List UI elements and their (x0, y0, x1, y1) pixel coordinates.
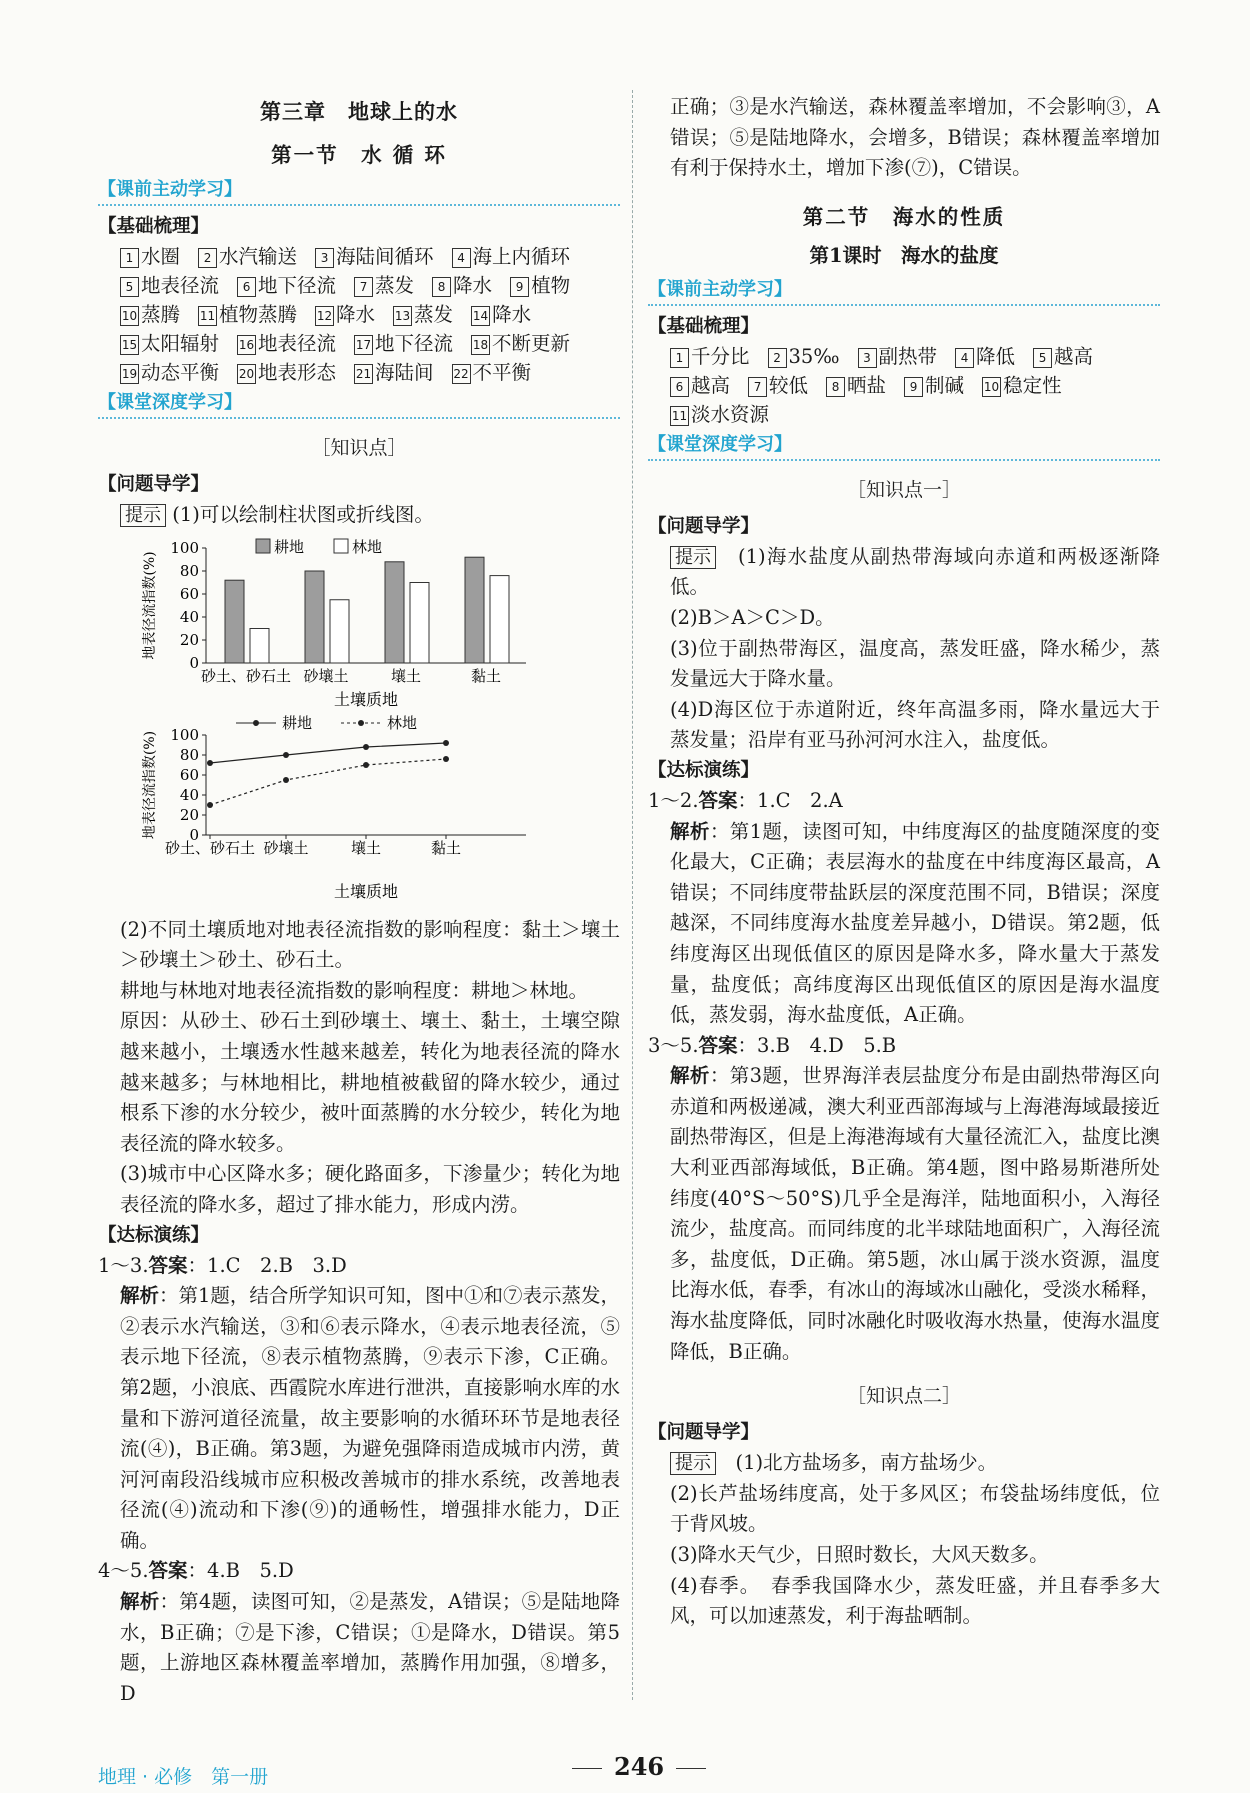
lesson-title: 第1课时 海水的盐度 (809, 243, 999, 267)
item-number-box: 5 (120, 277, 139, 297)
band-pre-class: 【课前主动学习】 (98, 178, 620, 206)
item-text: 蒸腾 (141, 303, 181, 326)
item-text: 越高 (691, 373, 731, 397)
question-guide-answers-2 (648, 542, 1160, 756)
answer-label: 答案 (148, 1559, 188, 1583)
point-forest (363, 762, 369, 768)
item-number-box: 10 (120, 306, 139, 326)
knowledge-point-heading: ［知识点］ (311, 437, 407, 459)
basic-sort-r-item (826, 374, 886, 397)
right-column (648, 92, 1160, 1632)
item-number-box: 14 (471, 306, 490, 326)
paragraph (98, 1159, 620, 1220)
item-text: 地下径流 (375, 332, 454, 355)
y-axis-title: 地表径流指数(%) (142, 550, 158, 660)
y-tick-label: 60 (179, 584, 199, 603)
item-text: 太阳辐射 (141, 332, 220, 355)
basic-sort-r-row (648, 342, 1160, 371)
y-tick-label: 80 (179, 561, 199, 580)
basic-sort-item (471, 303, 531, 326)
basic-sort-r-item (670, 403, 769, 426)
knowledge-point-1-heading: ［知识点一］ (846, 478, 961, 501)
paragraph-text: 耕地与林地对地表径流指数的影响程度：耕地＞林地。 (120, 978, 589, 1002)
item-number-box: 10 (982, 377, 1001, 397)
answer-range: 3～5. (648, 1033, 699, 1057)
item-number-box: 21 (354, 364, 373, 384)
analysis-label: 解析 (670, 819, 710, 843)
tip-label: 提示 (120, 504, 166, 527)
item-text: 地表形态 (258, 361, 337, 384)
answer-range: 1～3. (98, 1253, 149, 1277)
basic-sort-row (98, 242, 620, 271)
band-in-class: 【课堂深度学习】 (98, 391, 620, 419)
item-text: 晒盐 (847, 373, 887, 397)
paragraph-text: (2)B＞A＞C＞D。 (670, 605, 835, 629)
paragraph-text: (1)北方盐场多，南方盐场少。 (735, 1451, 998, 1475)
item-text: 副热带 (878, 344, 938, 368)
answer-value: ：3.B 4.D 5.B (737, 1033, 897, 1057)
item-number-box: 11 (670, 406, 689, 426)
item-number-box: 2 (768, 348, 787, 368)
bar-cultivated (225, 580, 244, 663)
basic-sort-item (471, 332, 570, 355)
paragraph (648, 634, 1160, 695)
basic-sort-heading: 【基础梳理】 (98, 216, 210, 237)
basic-sort-r-item (768, 345, 840, 368)
item-text: 稳定性 (1003, 373, 1062, 397)
basic-sort-r-row (648, 371, 1160, 400)
basic-sort-item (315, 303, 375, 326)
knowledge-point-2-heading: ［知识点二］ (846, 1385, 961, 1408)
item-number-box: 6 (670, 377, 689, 397)
basic-sort-item (354, 274, 414, 297)
basic-sort-r-item (1033, 345, 1093, 368)
analysis-block-2 (98, 1587, 620, 1709)
basic-sort-r-item (955, 345, 1015, 368)
item-number-box: 13 (393, 306, 412, 326)
item-number-box: 4 (452, 248, 471, 268)
item-number-box: 3 (315, 248, 334, 268)
analysis-text: ：第1题，读图可知，中纬度海区的盐度随深度的变化最大，C正确；表层海水的盐度在中纬度海区最高，A错误；不同纬度带盐跃层的深度范围不同，B错误；深度越深，不同纬度海水盐度差异越小，D错误。第2题，低纬度海区出现低值区的原因是降水多，降水量大于蒸发量，盐度低；高纬度海区出现低值区的原因是海水温度低，蒸发弱，海水盐度低，A正确。 (670, 819, 1160, 1027)
question-guide-answers (98, 915, 620, 1221)
item-text: 植物 (531, 274, 571, 297)
answer-value: ：1.C 2.B 3.D (187, 1253, 347, 1277)
bar-cultivated (385, 561, 404, 662)
item-number-box: 9 (904, 377, 923, 397)
y-tick-label: 20 (179, 630, 199, 649)
paragraph (648, 1479, 1160, 1540)
item-text: 地下径流 (258, 274, 337, 297)
basic-sort-item (452, 245, 571, 268)
paragraph-text: (2)不同土壤质地对地表径流指数的影响程度：黏土＞壤土＞砂壤土＞砂土、砂石土。 (120, 917, 620, 972)
analysis-label: 解析 (120, 1590, 160, 1614)
basic-sort-item (237, 361, 336, 384)
question-guide-heading: 【问题导学】 (98, 474, 210, 495)
x-tick-label: 砂土、砂石土 (164, 838, 256, 857)
point-forest (207, 802, 213, 808)
tip-label: 提示 (670, 1452, 716, 1475)
item-text: 动态平衡 (141, 361, 220, 384)
basic-sort-r-item (748, 374, 808, 397)
question-guide-heading-2: 【问题导学】 (648, 515, 760, 537)
item-number-box: 7 (748, 377, 767, 397)
basic-sort-r-item (670, 374, 730, 397)
item-text: 制碱 (925, 373, 965, 397)
band-pre-class-2: 【课前主动学习】 (648, 278, 1160, 306)
bar-forest (330, 599, 349, 662)
basic-sort-r-item (670, 345, 750, 368)
item-number-box: 6 (237, 277, 256, 297)
x-axis-title: 土壤质地 (333, 689, 399, 709)
basic-sort-item (393, 303, 453, 326)
basic-sort-list (98, 242, 620, 387)
paragraph (648, 1571, 1160, 1632)
basic-sort-item (510, 274, 570, 297)
item-text: 地表径流 (258, 332, 337, 355)
x-tick-label: 黏土 (430, 838, 462, 857)
item-number-box: 18 (471, 335, 490, 355)
item-number-box: 15 (120, 335, 139, 355)
paragraph-text: (1)海水盐度从副热带海域向赤道和两极逐渐降低。 (670, 544, 1160, 599)
answer-block-1 (98, 1251, 620, 1282)
item-number-box: 9 (510, 277, 529, 297)
item-text: 不平衡 (472, 361, 532, 384)
point-cultivated (207, 760, 213, 766)
bar-forest (250, 628, 269, 663)
chapter-title: 第三章 地球上的水 (260, 99, 458, 124)
basic-sort-r-item (904, 374, 964, 397)
basic-sort-item (354, 361, 434, 384)
item-text: 35‰ (788, 344, 840, 368)
x-tick-label: 砂壤土 (303, 666, 349, 685)
paragraph-text: (4)D海区位于赤道附近，终年高温多雨，降水量远大于蒸发量；沿岸有亚马孙河河水注入，盐度低。 (670, 697, 1160, 752)
item-text: 蒸发 (414, 303, 454, 326)
paragraph (648, 542, 1160, 603)
answer-label: 答案 (148, 1253, 188, 1277)
analysis-block-1 (98, 1281, 620, 1556)
item-text: 淡水资源 (691, 402, 770, 426)
basic-sort-item (120, 332, 219, 355)
analysis-text: ：第1题，结合所学知识可知，图中①和⑦表示蒸发，②表示水汽输送，③和⑥表示降水，④表示地表径流，⑤表示地下径流，⑧表示植物蒸腾，⑨表示下渗，C正确。第2题，小浪底、西霞院水库进行泄洪，直接影响水库的水量和下游河道径流量，故主要影响的水循环环节是地表径流(④)，B正确。第3题，为避免强降雨造成城市内涝，黄河河南段沿线城市应积极改善城市的排水系统，改善地表径流(④)流动和下渗(⑨)的通畅性，增强排水能力，D正确。 (120, 1284, 620, 1552)
item-number-box: 8 (432, 277, 451, 297)
basic-sort-row (98, 271, 620, 300)
answer-block-r1 (648, 786, 1160, 817)
item-number-box: 5 (1033, 348, 1052, 368)
bar-chart (136, 533, 536, 713)
basic-sort-list-2 (648, 342, 1160, 429)
basic-sort-r-item (858, 345, 938, 368)
answer-block-r2 (648, 1031, 1160, 1062)
item-text: 千分比 (691, 344, 750, 368)
bar-forest (490, 575, 509, 662)
y-tick-label: 20 (179, 805, 199, 824)
answer-label: 答案 (698, 1033, 738, 1057)
item-number-box: 11 (198, 306, 217, 326)
item-text: 越高 (1054, 344, 1094, 368)
y-tick-label: 80 (179, 745, 199, 764)
point-cultivated (363, 744, 369, 750)
point-cultivated (283, 752, 289, 758)
bar-cultivated (465, 557, 484, 663)
analysis-text: ：第3题，世界海洋表层盐度分布是由副热带海区向赤道和两极递减，澳大利亚西部海域与上海港海域最接近副热带海区，但是上海港海域有大量径流汇入，盐度比澳大利亚西部海域低，B正确。第4题，图中路易斯港所处纬度(40°S～50°S)几乎全是海洋，陆地面积小，入海径流少，盐度高。而同纬度的北半球陆地面积广，入海径流多，盐度低，D正确。第5题，冰山属于淡水资源，温度比海水低，春季，有冰山的海域冰山融化，受淡水稀释，海水盐度降低，同时冰融化时吸收海水热量，使海水温度降低，B正确。 (670, 1064, 1160, 1363)
answer-value: ：4.B 5.D (187, 1559, 294, 1583)
tip-label: 提示 (670, 546, 716, 569)
page-number (560, 1752, 718, 1781)
basic-sort-item (237, 274, 336, 297)
practice-heading: 【达标演练】 (98, 1224, 210, 1246)
practice-heading-2: 【达标演练】 (648, 759, 760, 781)
legend-point-cultivated (253, 720, 259, 726)
y-tick-label: 100 (170, 538, 199, 557)
continued-analysis: 正确；③是水汽输送，森林覆盖率增加，不会影响③，A错误；⑤是陆地降水，会增多，B错误；森林覆盖率增加有利于保持水土，增加下渗(⑦)，C错误。 (670, 95, 1160, 180)
bar-cultivated (305, 571, 324, 663)
answer-range: 1～2. (648, 788, 699, 812)
item-text: 不断更新 (492, 332, 571, 355)
item-text: 降水 (492, 303, 532, 326)
paragraph-text: (4)春季。 春季我国降水少，蒸发旺盛，并且春季多大风，可以加速蒸发，利于海盐晒制。 (670, 1573, 1160, 1628)
item-number-box: 17 (354, 335, 373, 355)
y-tick-label: 40 (179, 785, 199, 804)
basic-sort-row (98, 300, 620, 329)
legend-point-forest (358, 720, 364, 726)
paragraph-text: (3)城市中心区降水多；硬化路面多，下渗量少；转化为地表径流的降水多，超过了排水能力，形成内涝。 (120, 1162, 620, 1216)
item-text: 海上内循环 (472, 245, 571, 268)
analysis-block-r2 (648, 1061, 1160, 1367)
item-number-box: 22 (452, 364, 471, 384)
item-text: 降低 (976, 344, 1016, 368)
item-number-box: 1 (670, 348, 689, 368)
item-text: 降水 (336, 303, 376, 326)
footer-subject: 地理 · 必修 第一册 (98, 1766, 269, 1788)
tip-text: (1)可以绘制柱状图或折线图。 (172, 503, 434, 526)
basic-sort-item (198, 245, 297, 268)
basic-sort-heading-2: 【基础梳理】 (648, 315, 760, 337)
x-tick-label: 砂壤土 (263, 838, 309, 857)
paragraph (648, 603, 1160, 634)
answer-value: ：1.C 2.A (737, 788, 843, 812)
line-chart (136, 715, 556, 915)
legend-swatch-forest (334, 539, 348, 553)
item-text: 海陆间 (375, 361, 434, 384)
item-text: 地表径流 (141, 274, 220, 297)
tip-line (98, 500, 620, 531)
answer-range: 4～5. (98, 1559, 149, 1583)
legend-label-cultivated: 耕地 (274, 537, 305, 556)
item-number-box: 4 (955, 348, 974, 368)
basic-sort-r-row (648, 400, 1160, 429)
legend-label-cultivated: 耕地 (282, 714, 313, 732)
paragraph (98, 1006, 620, 1159)
point-forest (443, 756, 449, 762)
analysis-text: ：第4题，读图可知，②是蒸发，A错误；⑤是陆地降水，B正确；⑦是下渗，C错误；①是降水，D错误。第5题，上游地区森林覆盖率增加，蒸腾作用加强，⑧增多，D (120, 1590, 620, 1705)
column-divider (632, 90, 633, 1700)
analysis-block-r1 (648, 817, 1160, 1031)
answer-label: 答案 (698, 788, 738, 812)
y-tick-label: 40 (179, 607, 199, 626)
basic-sort-r-item (982, 374, 1062, 397)
item-text: 降水 (453, 274, 493, 297)
item-number-box: 1 (120, 248, 139, 268)
x-tick-label: 砂土、砂石土 (200, 666, 292, 685)
basic-sort-item (120, 361, 219, 384)
basic-sort-row (98, 358, 620, 387)
basic-sort-item (120, 274, 219, 297)
paragraph-text: (3)降水天气少，日照时数长，大风天数多。 (670, 1543, 1049, 1566)
item-number-box: 2 (198, 248, 217, 268)
item-text: 水圈 (141, 245, 181, 268)
item-number-box: 20 (237, 364, 256, 384)
item-text: 海陆间循环 (336, 245, 434, 268)
y-tick-label: 0 (189, 825, 199, 844)
y-tick-label: 100 (170, 725, 199, 744)
item-number-box: 3 (858, 348, 877, 368)
line-forest (210, 759, 446, 805)
y-axis-title: 地表径流指数(%) (142, 730, 158, 839)
band-in-class-2: 【课堂深度学习】 (648, 433, 1160, 461)
item-number-box: 7 (354, 277, 373, 297)
section2-title: 第二节 海水的性质 (802, 204, 1006, 229)
point-forest (283, 777, 289, 783)
paragraph-text: (2)长芦盐场纬度高，处于多风区；布袋盐场纬度低，位于背风坡。 (670, 1481, 1160, 1536)
y-tick-label: 60 (179, 765, 199, 784)
section-title: 第一节 水 循 环 (271, 143, 447, 167)
paragraph (648, 1448, 1160, 1479)
paragraph (98, 976, 620, 1007)
paragraph (648, 695, 1160, 756)
line-cultivated (210, 743, 446, 763)
item-text: 植物蒸腾 (219, 303, 298, 326)
analysis-label: 解析 (120, 1284, 160, 1308)
paragraph-text: (3)位于副热带海区，温度高，蒸发旺盛，降水稀少，蒸发量远大于降水量。 (670, 636, 1160, 691)
y-tick-label: 0 (189, 653, 199, 672)
item-number-box: 8 (826, 377, 845, 397)
left-column (98, 96, 620, 1709)
basic-sort-item (452, 361, 532, 384)
basic-sort-item (432, 274, 492, 297)
x-axis-title: 土壤质地 (333, 881, 399, 901)
item-text: 蒸发 (375, 274, 415, 297)
basic-sort-row (98, 329, 620, 358)
basic-sort-item (237, 332, 336, 355)
paragraph (648, 1540, 1160, 1571)
basic-sort-item (315, 245, 434, 268)
answer-block-2 (98, 1556, 620, 1587)
x-tick-label: 黏土 (470, 666, 502, 685)
question-guide-answers-3 (648, 1448, 1160, 1632)
legend-swatch-cultivated (256, 539, 270, 553)
legend-label-forest: 林地 (352, 537, 383, 556)
point-cultivated (443, 740, 449, 746)
analysis-label: 解析 (670, 1064, 710, 1088)
x-tick-label: 壤土 (390, 666, 422, 685)
item-number-box: 12 (315, 306, 334, 326)
basic-sort-item (354, 332, 453, 355)
basic-sort-item (198, 303, 297, 326)
x-tick-label: 壤土 (350, 838, 382, 857)
item-number-box: 19 (120, 364, 139, 384)
paragraph (98, 915, 620, 976)
paragraph-text: 原因：从砂土、砂石土到砂壤土、壤土、黏土，土壤空隙越来越小，土壤透水性越来越差，转化为地表径流的降水越来越多；与林地相比，耕地植被截留的降水较少，通过根系下渗的水分较少，被叶面蒸腾的水分较少，转化为地表径流的降水较多。 (120, 1009, 620, 1155)
bar-forest (410, 582, 429, 663)
question-guide-heading-3: 【问题导学】 (648, 1422, 760, 1444)
basic-sort-item (120, 245, 180, 268)
item-number-box: 16 (237, 335, 256, 355)
item-text: 水汽输送 (219, 245, 298, 268)
basic-sort-item (120, 303, 180, 326)
item-text: 较低 (769, 373, 809, 397)
page-number-text: 246 (614, 1752, 665, 1781)
legend-label-forest: 林地 (387, 714, 418, 732)
